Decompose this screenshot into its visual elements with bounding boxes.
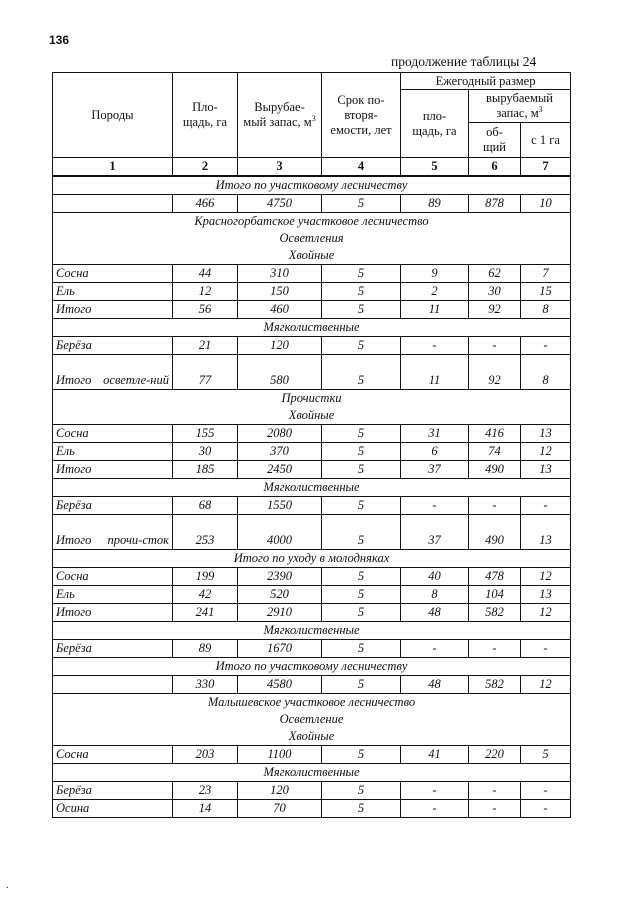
value-cell: 582 xyxy=(469,676,521,694)
section-title-line: Хвойные xyxy=(288,729,335,743)
header-annual-stock xyxy=(469,90,571,123)
section-title-line: Мягколиственные xyxy=(263,623,360,637)
header-stock xyxy=(238,73,322,158)
value-cell: 11 xyxy=(401,301,469,319)
value-cell: - xyxy=(401,800,469,818)
table-row xyxy=(53,283,571,301)
value-cell: 30 xyxy=(173,443,238,461)
value-cell: - xyxy=(401,782,469,800)
header-annual: Ежегодный размер xyxy=(401,73,571,90)
value-cell: 5 xyxy=(322,497,401,515)
species-cell: Берёза xyxy=(53,337,173,355)
column-number: 3 xyxy=(238,158,322,177)
table-row xyxy=(53,800,571,818)
species-cell: Берёза xyxy=(53,640,173,658)
section-title-row xyxy=(53,213,571,265)
value-cell: 2080 xyxy=(238,425,322,443)
header-total-label: об- щий xyxy=(482,125,506,154)
table-row xyxy=(53,515,571,550)
value-cell: 241 xyxy=(173,604,238,622)
value-cell: 120 xyxy=(238,782,322,800)
value-cell: 5 xyxy=(322,461,401,479)
header-annual-stock-label: вырубаемый запас, $м^3$ xyxy=(486,91,553,120)
value-cell: 460 xyxy=(238,301,322,319)
value-cell: - xyxy=(521,800,571,818)
value-cell: 6 xyxy=(401,443,469,461)
section-title xyxy=(53,658,571,676)
value-cell: 92 xyxy=(469,355,521,390)
column-number: 2 xyxy=(173,158,238,177)
section-title-line: Мягколиственные xyxy=(263,480,360,494)
value-cell: 56 xyxy=(173,301,238,319)
value-cell: 490 xyxy=(469,515,521,550)
value-cell: - xyxy=(521,640,571,658)
value-cell: 490 xyxy=(469,461,521,479)
value-cell: 5 xyxy=(521,746,571,764)
value-cell: 5 xyxy=(322,640,401,658)
value-cell: 5 xyxy=(322,283,401,301)
value-cell: 70 xyxy=(238,800,322,818)
species-cell: Сосна xyxy=(53,265,173,283)
value-cell: 4580 xyxy=(238,676,322,694)
value-cell: 14 xyxy=(173,800,238,818)
value-cell: - xyxy=(401,337,469,355)
value-cell: 1550 xyxy=(238,497,322,515)
value-cell: 12 xyxy=(173,283,238,301)
species-cell: Итого осветле-ний xyxy=(53,355,173,390)
value-cell: 8 xyxy=(401,586,469,604)
value-cell: 5 xyxy=(322,301,401,319)
section-title xyxy=(53,479,571,497)
section-title-row xyxy=(53,390,571,425)
header-term xyxy=(322,73,401,158)
value-cell: 5 xyxy=(322,265,401,283)
value-cell: 68 xyxy=(173,497,238,515)
section-title-line: Красногорбатское участковое лесничество xyxy=(194,214,429,228)
species-cell: Ель xyxy=(53,586,173,604)
section-title-line: Итого по участковому лесничеству xyxy=(215,659,408,673)
value-cell: 9 xyxy=(401,265,469,283)
value-cell: 42 xyxy=(173,586,238,604)
value-cell: 310 xyxy=(238,265,322,283)
margin-mark: . xyxy=(6,880,9,891)
value-cell: 150 xyxy=(238,283,322,301)
table-row xyxy=(53,604,571,622)
value-cell: 582 xyxy=(469,604,521,622)
value-cell: - xyxy=(401,497,469,515)
species-cell: Сосна xyxy=(53,568,173,586)
value-cell: 89 xyxy=(401,195,469,213)
value-cell: 878 xyxy=(469,195,521,213)
header-annual-area xyxy=(401,90,469,158)
value-cell: - xyxy=(469,782,521,800)
table-row xyxy=(53,497,571,515)
value-cell: 5 xyxy=(322,355,401,390)
column-number: 7 xyxy=(521,158,571,177)
value-cell: - xyxy=(401,640,469,658)
value-cell: - xyxy=(469,800,521,818)
column-number: 6 xyxy=(469,158,521,177)
table-row xyxy=(53,461,571,479)
species-cell: Ель xyxy=(53,443,173,461)
value-cell: 2910 xyxy=(238,604,322,622)
header-area xyxy=(173,73,238,158)
section-title-row xyxy=(53,319,571,337)
value-cell: 13 xyxy=(521,461,571,479)
section-title xyxy=(53,550,571,568)
table-row xyxy=(53,640,571,658)
value-cell: 13 xyxy=(521,425,571,443)
value-cell: 4750 xyxy=(238,195,322,213)
section-title-line: Мягколиственные xyxy=(263,765,360,779)
value-cell: 5 xyxy=(322,443,401,461)
value-cell: 5 xyxy=(322,782,401,800)
value-cell: 5 xyxy=(322,800,401,818)
column-number-row xyxy=(53,158,571,177)
section-title-line: Малышевское участковое лесничество xyxy=(207,695,416,709)
section-title xyxy=(53,319,571,337)
value-cell: 5 xyxy=(322,195,401,213)
table-row xyxy=(53,568,571,586)
section-title-row xyxy=(53,479,571,497)
value-cell: 5 xyxy=(322,604,401,622)
table-row xyxy=(53,443,571,461)
species-cell: Итого xyxy=(53,301,173,319)
value-cell: 21 xyxy=(173,337,238,355)
value-cell: - xyxy=(469,640,521,658)
value-cell: 8 xyxy=(521,355,571,390)
value-cell: 1100 xyxy=(238,746,322,764)
value-cell: 77 xyxy=(173,355,238,390)
value-cell: 15 xyxy=(521,283,571,301)
value-cell: - xyxy=(521,497,571,515)
value-cell: 5 xyxy=(322,515,401,550)
table-row xyxy=(53,195,571,213)
species-cell: Итого xyxy=(53,604,173,622)
value-cell: 11 xyxy=(401,355,469,390)
value-cell: - xyxy=(521,337,571,355)
value-cell: 120 xyxy=(238,337,322,355)
value-cell: 31 xyxy=(401,425,469,443)
section-title-line: Хвойные xyxy=(288,408,335,422)
species-cell: Осина xyxy=(53,800,173,818)
table-row xyxy=(53,265,571,283)
value-cell: 466 xyxy=(173,195,238,213)
value-cell: 44 xyxy=(173,265,238,283)
value-cell: 199 xyxy=(173,568,238,586)
header-term-label: Срок по- вторя- емости, лет xyxy=(330,92,392,137)
value-cell: 104 xyxy=(469,586,521,604)
value-cell: 37 xyxy=(401,515,469,550)
section-title-row xyxy=(53,176,571,195)
value-cell: 12 xyxy=(521,443,571,461)
value-cell: 48 xyxy=(401,676,469,694)
value-cell: 5 xyxy=(322,568,401,586)
value-cell: 580 xyxy=(238,355,322,390)
table-row xyxy=(53,425,571,443)
table-row xyxy=(53,746,571,764)
value-cell: 2390 xyxy=(238,568,322,586)
value-cell: 40 xyxy=(401,568,469,586)
section-title xyxy=(53,176,571,195)
section-title-line: Итого по участковому лесничеству xyxy=(215,178,408,192)
column-number: 4 xyxy=(322,158,401,177)
value-cell: 253 xyxy=(173,515,238,550)
value-cell: 185 xyxy=(173,461,238,479)
species-cell: Итого прочи-сток xyxy=(53,515,173,550)
value-cell: 520 xyxy=(238,586,322,604)
section-title xyxy=(53,390,571,425)
header-per-ha: с 1 га xyxy=(521,123,571,158)
value-cell: 74 xyxy=(469,443,521,461)
value-cell: 48 xyxy=(401,604,469,622)
header-stock-label: Вырубае- мый запас, $м^3$ xyxy=(243,100,316,129)
species-cell: Итого xyxy=(53,461,173,479)
section-title-line: Хвойные xyxy=(288,248,335,262)
species-cell: Берёза xyxy=(53,782,173,800)
table-row xyxy=(53,586,571,604)
section-title xyxy=(53,213,571,265)
header-annual-area-label: пло- щадь, га xyxy=(412,108,457,138)
value-cell: 220 xyxy=(469,746,521,764)
species-cell xyxy=(53,195,173,213)
header-total xyxy=(469,123,521,158)
table-row xyxy=(53,337,571,355)
section-title-row xyxy=(53,764,571,782)
value-cell: 41 xyxy=(401,746,469,764)
value-cell: 12 xyxy=(521,568,571,586)
value-cell: 12 xyxy=(521,676,571,694)
section-title-line: Осветления xyxy=(279,231,344,245)
table-body xyxy=(53,176,571,818)
value-cell: 10 xyxy=(521,195,571,213)
value-cell: 5 xyxy=(322,676,401,694)
value-cell: - xyxy=(469,497,521,515)
value-cell: 92 xyxy=(469,301,521,319)
section-title-row xyxy=(53,622,571,640)
value-cell: 89 xyxy=(173,640,238,658)
section-title-row xyxy=(53,694,571,746)
value-cell: 330 xyxy=(173,676,238,694)
value-cell: 5 xyxy=(322,746,401,764)
species-cell: Сосна xyxy=(53,425,173,443)
value-cell: 7 xyxy=(521,265,571,283)
value-cell: 416 xyxy=(469,425,521,443)
page-number: 136 xyxy=(49,33,70,47)
value-cell: - xyxy=(469,337,521,355)
species-cell: Ель xyxy=(53,283,173,301)
header-species: Породы xyxy=(53,73,173,158)
species-cell: Сосна xyxy=(53,746,173,764)
section-title-line: Мягколиственные xyxy=(263,320,360,334)
value-cell: 13 xyxy=(521,586,571,604)
value-cell: 12 xyxy=(521,604,571,622)
value-cell: 5 xyxy=(322,425,401,443)
value-cell: 2 xyxy=(401,283,469,301)
table-row xyxy=(53,782,571,800)
table-row xyxy=(53,301,571,319)
section-title-line: Итого по уходу в молодняках xyxy=(233,551,390,565)
section-title-line: Осветление xyxy=(279,712,344,726)
section-title-line: Прочистки xyxy=(281,391,342,405)
value-cell: 4000 xyxy=(238,515,322,550)
section-title xyxy=(53,622,571,640)
section-title-row xyxy=(53,550,571,568)
section-title xyxy=(53,764,571,782)
header-area-label: Пло- щадь, га xyxy=(182,100,228,129)
table-row xyxy=(53,676,571,694)
section-title-row xyxy=(53,658,571,676)
value-cell: 5 xyxy=(322,337,401,355)
table-continuation-caption: продолжение таблицы 24 xyxy=(391,54,537,69)
species-cell xyxy=(53,676,173,694)
value-cell: 370 xyxy=(238,443,322,461)
column-number: 5 xyxy=(401,158,469,177)
value-cell: 2450 xyxy=(238,461,322,479)
value-cell: 13 xyxy=(521,515,571,550)
value-cell: 37 xyxy=(401,461,469,479)
forestry-table xyxy=(52,72,571,818)
value-cell: 30 xyxy=(469,283,521,301)
value-cell: 62 xyxy=(469,265,521,283)
value-cell: 203 xyxy=(173,746,238,764)
column-number: 1 xyxy=(53,158,173,177)
value-cell: 23 xyxy=(173,782,238,800)
table-header xyxy=(53,73,571,177)
section-title xyxy=(53,694,571,746)
table-row xyxy=(53,355,571,390)
species-cell: Берёза xyxy=(53,497,173,515)
value-cell: - xyxy=(521,782,571,800)
value-cell: 8 xyxy=(521,301,571,319)
value-cell: 1670 xyxy=(238,640,322,658)
value-cell: 155 xyxy=(173,425,238,443)
value-cell: 478 xyxy=(469,568,521,586)
value-cell: 5 xyxy=(322,586,401,604)
